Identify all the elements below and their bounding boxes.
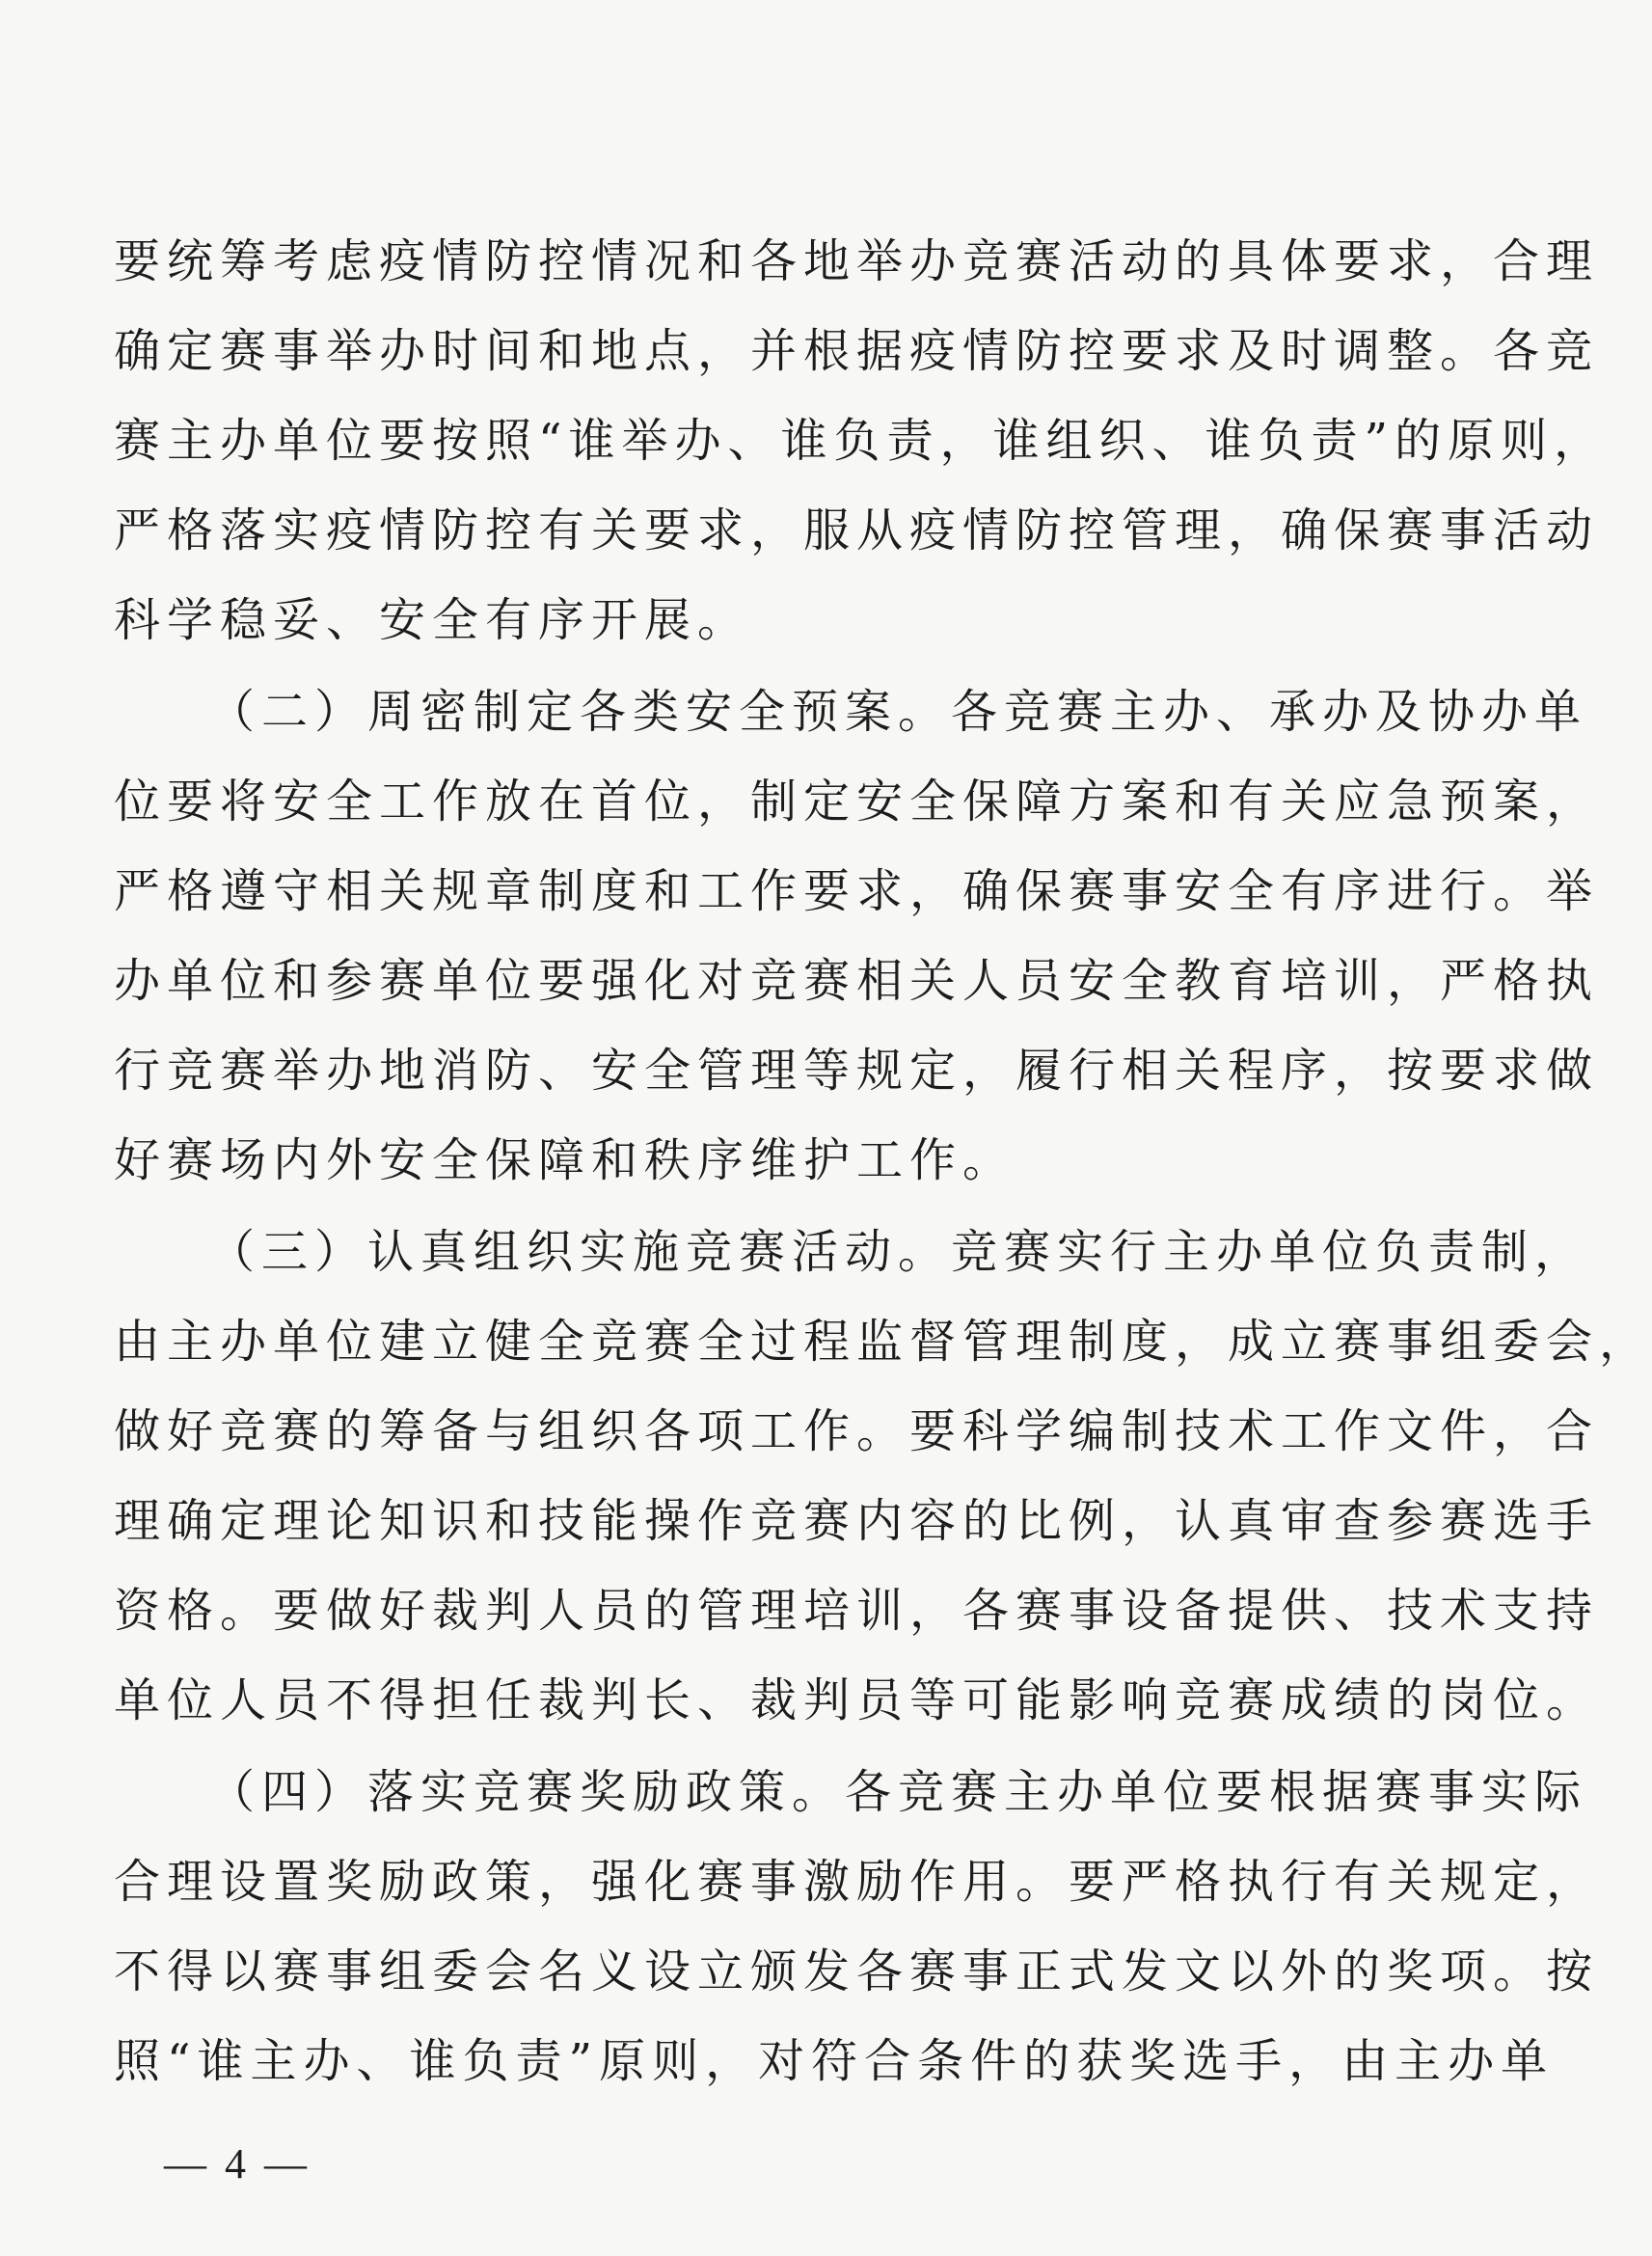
page-number: — 4 — [164,2140,311,2188]
text-line: （三）认真组织实施竞赛活动。竞赛实行主办单位负责制， [208,1225,1588,1279]
text-line: 严格遵守相关规章制度和工作要求，确保赛事安全有序进行。举 [114,864,1600,918]
text-line: 办单位和参赛单位要强化对竞赛相关人员安全教育培训，严格执 [114,954,1600,1008]
paragraph-4 [114,1748,1600,2107]
paragraph-1 [114,217,1608,666]
text-line: 行竞赛举办地消防、安全管理等规定，履行相关程序，按要求做 [114,1044,1600,1098]
text-line: 合理设置奖励政策，强化赛事激励作用。要严格执行有关规定， [114,1855,1600,1909]
text-line: 要统筹考虑疫情防控情况和各地举办竞赛活动的具体要求，合理 [114,234,1600,288]
text-line: 位要将安全工作放在首位，制定安全保障方案和有关应急预案， [114,775,1600,829]
paragraph-3 [114,1208,1652,1746]
text-line: 照“谁主办、谁负责”原则，对符合条件的获奖选手，由主办单 [114,2034,1555,2088]
text-line: 好赛场内外安全保障和秩序维护工作。 [114,1133,1016,1187]
text-line: 由主办单位建立健全竞赛全过程监督管理制度，成立赛事组委会， [114,1315,1652,1369]
text-line: 单位人员不得担任裁判长、裁判员等可能影响竞赛成绩的岗位。 [114,1673,1600,1727]
text-line: 做好竞赛的筹备与组织各项工作。要科学编制技术工作文件，合 [114,1404,1600,1458]
text-line: 赛主办单位要按照“谁举办、谁负责，谁组织、谁负责”的原则， [114,414,1608,468]
text-line: 严格落实疫情防控有关要求，服从疫情防控管理，确保赛事活动 [114,503,1600,557]
text-line: （四）落实竞赛奖励政策。各竞赛主办单位要根据赛事实际 [208,1765,1588,1819]
paragraph-2 [114,667,1600,1206]
text-line: 资格。要做好裁判人员的管理培训，各赛事设备提供、技术支持 [114,1584,1600,1638]
text-line: 确定赛事举办时间和地点，并根据疫情防控要求及时调整。各竞 [114,324,1600,378]
body-text [114,217,1652,2107]
text-line: 不得以赛事组委会名义设立颁发各赛事正式发文以外的奖项。按 [114,1944,1600,1998]
text-line: 理确定理论知识和技能操作竞赛内容的比例，认真审查参赛选手 [114,1494,1600,1548]
text-line: 科学稳妥、安全有序开展。 [114,593,751,647]
text-line: （二）周密制定各类安全预案。各竞赛主办、承办及协办单 [208,685,1588,739]
